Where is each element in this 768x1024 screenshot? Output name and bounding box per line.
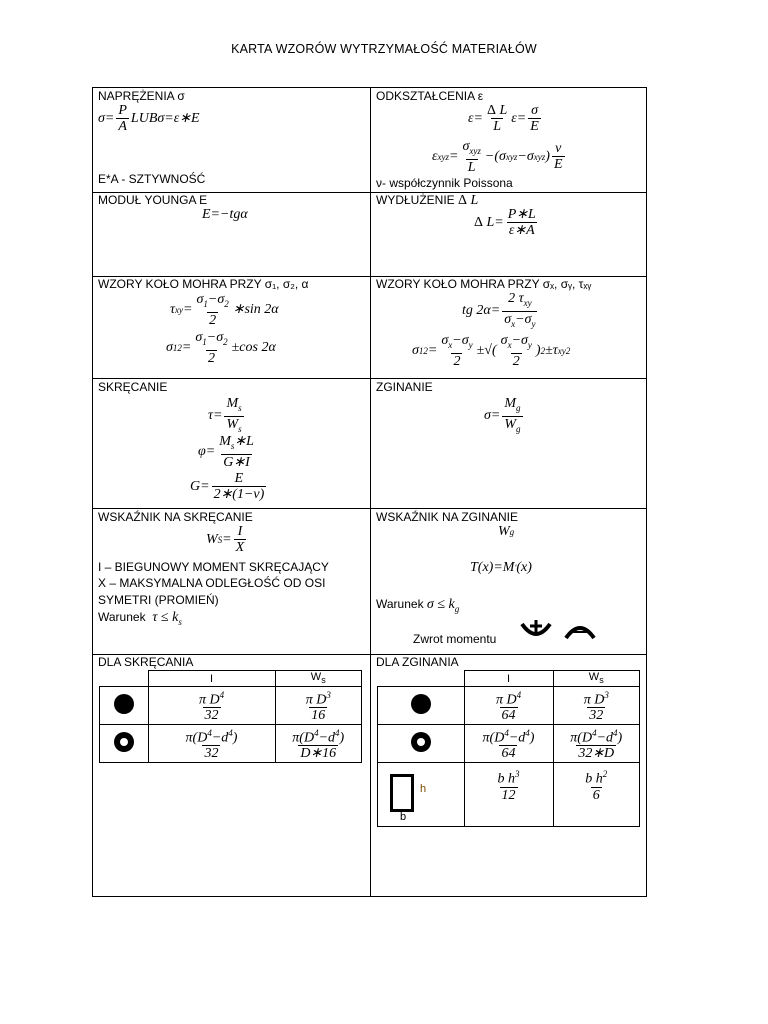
mohr-sigma-formula: σ 12 = $\frac{\sigma_1-\sigma_2}{2}$ ±cos 2α [166, 330, 276, 366]
bending-table [377, 670, 640, 827]
solid-circle-icon [411, 694, 431, 714]
symetri-note: SYMETRI (PROMIEŃ) [98, 593, 219, 607]
ring-icon [114, 732, 134, 752]
young-formula: E=−tgα [202, 207, 248, 222]
col-w-sub: s [321, 675, 326, 686]
torsion-stress-formula: τ= $\frac{M_s}{W_s}$ [208, 396, 246, 437]
sztywnosc-note: E*A - SZTYWNOŚĆ [98, 172, 206, 186]
odksztalcenia-heading: ODKSZTAŁCENIA ε [376, 89, 484, 103]
dla-zgin-heading: DLA ZGINANIA [376, 655, 459, 669]
ring-cell [378, 725, 465, 763]
shear-modulus-formula: G= $\frac{E}{2∗(1-\nu)}$ [190, 471, 265, 502]
dla-skrec-heading: DLA SKRĘCANIA [98, 655, 194, 669]
moment-inertia-rect: $\frac{b h^3}{12}$ [464, 763, 553, 827]
col-w-header: $W_s$ [275, 671, 362, 687]
torsion-table [99, 670, 362, 763]
bending-index-solid: $\frac{\pi D^3}{32}$ [553, 687, 640, 725]
polar-moment-solid: $\frac{\pi D^4}{32}$ [148, 687, 275, 725]
moment-direction-icon [518, 618, 554, 644]
bending-index-symbol: W g [498, 524, 515, 539]
bending-stress-formula: σ= $\frac{M_g}{W_g}$ [484, 396, 525, 437]
stress-formula: σ= $\frac{P}{A}$ LUB σ=ε∗E [98, 103, 200, 134]
solid-circle-cell [378, 687, 465, 725]
elongation-formula: Δ L= $\frac{P∗L}{\varepsilon∗A}$ [474, 207, 536, 238]
ring-icon [411, 732, 431, 752]
warunek-zgin: Warunek $\sigma \le k_g$ [376, 597, 460, 614]
strain-formula: ε= $\frac{\text{Δ L}}{L}$ ε= $\frac{\sigma}{E}$ [468, 103, 539, 134]
bending-index-ring: $\frac{\pi(D^4-d^4)}{32∗D}$ [553, 725, 640, 763]
naprezenia-heading: NAPRĘŻENIA σ [98, 89, 185, 103]
page-title: KARTA WZORÓW WYTRZYMAŁOŚĆ MATERIAŁÓW [231, 42, 537, 56]
poisson-note: ν- współczynnik Poissona [376, 176, 513, 190]
wydluzenie-heading: WYDŁUŻENIE Δ L [376, 193, 479, 208]
rectangle-icon [390, 774, 414, 812]
column-divider [370, 87, 371, 897]
col-w-header: $W_s$ [553, 671, 640, 687]
bieg-moment-note: I – BIEGUNOWY MOMENT SKRĘCAJĄCY [98, 560, 329, 574]
mohr-tau-formula: τ xy = $\frac{\sigma_1-\sigma_2}{2}$ ∗sin 2α [170, 292, 279, 328]
modul-heading: MODUŁ YOUNGA E [98, 193, 208, 207]
wsk-zgin-heading: WSKAŹNIK NA ZGINANIE [376, 510, 519, 524]
warunek-skrec: Warunek $\tau \le k_s$ [98, 610, 182, 627]
torsion-index-solid: $\frac{\pi D^3}{16}$ [275, 687, 362, 725]
moment-inertia-solid: $\frac{\pi D^4}{64}$ [464, 687, 553, 725]
wydluzenie-label: WYDŁUŻENIE [376, 193, 455, 207]
skrecanie-heading: SKRĘCANIE [98, 380, 168, 394]
torsion-angle-formula: φ= $\frac{M_s∗L}{G∗I}$ [198, 434, 254, 470]
polar-moment-ring: $\frac{\pi(D^4-d^4)}{32}$ [148, 725, 275, 763]
max-odl-note: X – MAKSYMALNA ODLEGŁOŚĆ OD OSI [98, 576, 326, 590]
mohr2-heading: WZORY KOŁO MOHRA PRZY σₓ, σᵧ, τₓᵧ [376, 277, 592, 291]
mohr-sigma12-formula: σ 12 = $\frac{\sigma_x-\sigma_y}{2}$ ±√( $\frac{\sigma_x-\sigma_y}{2}$ ) 2 ±τ xy 2 [412, 333, 571, 369]
col-i-header: I [464, 671, 553, 687]
col-w-sub: s [599, 675, 604, 686]
mohr-tg-formula: tg 2α= $\frac{2 \tau_{xy}}{\sigma_x-\sigma_y}$ [462, 291, 539, 332]
rectangle-cell [378, 763, 465, 827]
ring-cell [100, 725, 149, 763]
h-label: h [420, 783, 427, 795]
poisson-formula: ε xyz = $\frac{\sigma_{xyz}}{L}$ −(σ xyz −σ xyz ) $\frac{\nu}{E}$ [432, 139, 563, 175]
lub-label: LUB [130, 110, 158, 126]
torsion-index-ring: $\frac{\pi(D^4-d^4)}{D∗16}$ [275, 725, 362, 763]
mohr1-heading: WZORY KOŁO MOHRA PRZY σ₁, σ₂, α [98, 277, 309, 291]
b-label: b [400, 811, 407, 823]
wsk-skrec-heading: WSKAŹNIK NA SKRĘCANIE [98, 510, 253, 524]
moment-inertia-ring: $\frac{\pi(D^4-d^4)}{64}$ [464, 725, 553, 763]
torsion-index-formula: W S = $\frac{I}{X}$ [206, 524, 245, 555]
zginanie-heading: ZGINANIE [376, 380, 433, 394]
solid-circle-icon [114, 694, 134, 714]
row-divider [92, 378, 647, 379]
col-i-header: I [148, 671, 275, 687]
bending-moment-formula: T(x)=M ' (x) [470, 560, 532, 575]
solid-circle-cell [100, 687, 149, 725]
warunek2-label: Warunek [376, 597, 424, 611]
bending-index-rect: $\frac{b h^2}{6}$ [553, 763, 640, 827]
moment-arc-icon [562, 620, 598, 640]
warunek-label: Warunek [98, 610, 146, 624]
zwrot-momentu-label: Zwrot momentu [413, 632, 497, 646]
row-divider [92, 508, 647, 509]
